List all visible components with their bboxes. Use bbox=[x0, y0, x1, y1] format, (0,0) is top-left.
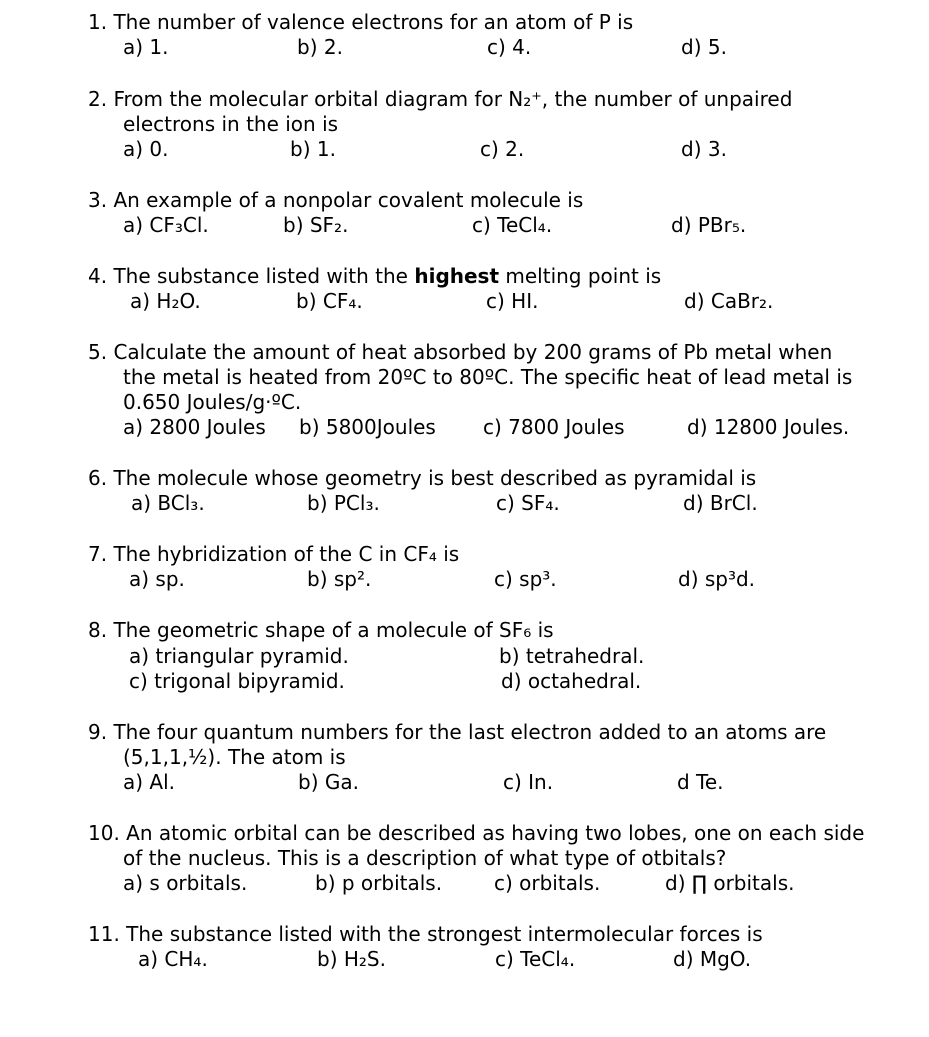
question-5-stem: 5. Calculate the amount of heat absorbed by 200 grams of Pb metal when bbox=[88, 340, 833, 364]
question-4-option-c: c) HI. bbox=[486, 289, 539, 313]
question-4-option-a: a) H₂O. bbox=[130, 289, 201, 313]
question-4-option-b: b) CF₄. bbox=[296, 289, 363, 313]
question-7-option-c: c) sp³. bbox=[494, 567, 557, 591]
question-1-stem: 1. The number of valence electrons for an atom of P is bbox=[88, 10, 634, 34]
question-11-option-b: b) H₂S. bbox=[317, 947, 386, 971]
question-2-option-d: d) 3. bbox=[681, 137, 727, 161]
question-3-option-d: d) PBr₅. bbox=[671, 213, 747, 237]
question-3-option-c: c) TeCl₄. bbox=[472, 213, 553, 237]
question-3-stem: 3. An example of a nonpolar covalent molecule is bbox=[88, 188, 584, 212]
question-10-option-b: b) p orbitals. bbox=[315, 871, 443, 895]
question-10-option-d: d) ∏ orbitals. bbox=[665, 871, 795, 895]
question-6-stem: 6. The molecule whose geometry is best described as pyramidal is bbox=[88, 466, 757, 490]
question-6-option-b: b) PCl₃. bbox=[307, 491, 380, 515]
question-8-option-a: a) triangular pyramid. bbox=[129, 644, 349, 668]
question-11-option-c: c) TeCl₄. bbox=[495, 947, 576, 971]
question-5-option-b: b) 5800Joules bbox=[299, 415, 436, 439]
question-4-stem-end: melting point is bbox=[499, 264, 662, 288]
question-11-stem: 11. The substance listed with the strongest intermolecular forces is bbox=[88, 922, 763, 946]
question-9-option-b: b) Ga. bbox=[298, 770, 359, 794]
question-9-option-d: d Te. bbox=[677, 770, 724, 794]
question-4-option-d: d) CaBr₂. bbox=[684, 289, 774, 313]
question-6-option-d: d) BrCl. bbox=[683, 491, 758, 515]
question-3-option-b: b) SF₂. bbox=[283, 213, 349, 237]
question-9-option-a: a) Al. bbox=[123, 770, 176, 794]
question-6-option-c: c) SF₄. bbox=[496, 491, 560, 515]
question-3-option-a: a) CF₃Cl. bbox=[123, 213, 209, 237]
question-7-option-a: a) sp. bbox=[129, 567, 185, 591]
question-10-option-c: c) orbitals. bbox=[494, 871, 601, 895]
question-4-stem-emphasis: highest bbox=[414, 264, 500, 288]
question-1-option-d: d) 5. bbox=[681, 35, 727, 59]
question-2-option-c: c) 2. bbox=[480, 137, 525, 161]
question-4-stem-start: 4. The substance listed with the bbox=[88, 264, 415, 288]
question-8-option-d: d) octahedral. bbox=[501, 669, 642, 693]
question-10-stem-cont: of the nucleus. This is a description of what type of otbitals? bbox=[123, 846, 727, 870]
question-7-option-b: b) sp². bbox=[307, 567, 372, 591]
question-5-option-d: d) 12800 Joules. bbox=[687, 415, 850, 439]
question-7-option-d: d) sp³d. bbox=[678, 567, 756, 591]
question-2-stem-cont: electrons in the ion is bbox=[123, 112, 339, 136]
question-8-stem: 8. The geometric shape of a molecule of SF₆ is bbox=[88, 618, 554, 642]
question-5-stem-cont-2: 0.650 Joules/g·ºC. bbox=[123, 390, 302, 414]
question-4-stem bbox=[88, 264, 661, 289]
question-11-option-d: d) MgO. bbox=[673, 947, 752, 971]
question-2-option-b: b) 1. bbox=[290, 137, 336, 161]
question-11-option-a: a) CH₄. bbox=[138, 947, 208, 971]
question-2-option-a: a) 0. bbox=[123, 137, 169, 161]
question-5-stem-cont-1: the metal is heated from 20ºC to 80ºC. The specific heat of lead metal is bbox=[123, 365, 853, 389]
question-5-option-c: c) 7800 Joules bbox=[483, 415, 625, 439]
question-9-stem: 9. The four quantum numbers for the last electron added to an atoms are bbox=[88, 720, 827, 744]
question-10-option-a: a) s orbitals. bbox=[123, 871, 248, 895]
question-5-option-a: a) 2800 Joules bbox=[123, 415, 266, 439]
question-7-stem: 7. The hybridization of the C in CF₄ is bbox=[88, 542, 460, 566]
question-8-option-b: b) tetrahedral. bbox=[499, 644, 645, 668]
question-1-option-b: b) 2. bbox=[297, 35, 343, 59]
question-9-stem-cont: (5,1,1,½). The atom is bbox=[123, 745, 346, 769]
question-6-option-a: a) BCl₃. bbox=[131, 491, 205, 515]
question-8-option-c: c) trigonal bipyramid. bbox=[129, 669, 345, 693]
question-9-option-c: c) In. bbox=[503, 770, 554, 794]
question-2-stem: 2. From the molecular orbital diagram for N₂⁺, the number of unpaired bbox=[88, 87, 793, 111]
question-1-option-c: c) 4. bbox=[487, 35, 532, 59]
question-1-option-a: a) 1. bbox=[123, 35, 169, 59]
question-10-stem: 10. An atomic orbital can be described as having two lobes, one on each side bbox=[88, 821, 865, 845]
